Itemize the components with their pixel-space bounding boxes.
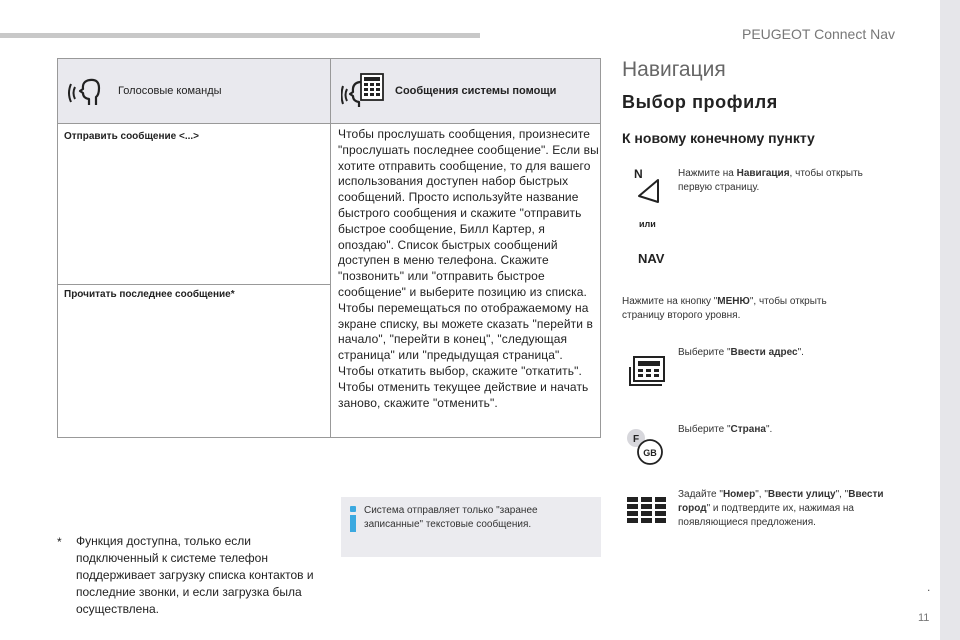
section-subtitle: Выбор профиля bbox=[622, 92, 778, 112]
flag-letter-bottom: GB bbox=[643, 448, 657, 458]
flag-letter-top: F bbox=[632, 434, 640, 445]
side-strip bbox=[940, 0, 960, 640]
step5-text: Задайте "Номер", "Ввести улицу", "Ввести город" и подтвердите их, нажимая на появляющиеся предложения. bbox=[678, 489, 884, 528]
table-column-divider bbox=[330, 59, 331, 437]
page-number: 11 bbox=[918, 612, 930, 624]
step3-text: Выберите "Ввести адрес". bbox=[678, 347, 804, 358]
footnote-text: Функция доступна, только если подключенный к системе телефон поддерживает загрузку списка контактов и последние звонки, и если загрузка была осуществлена. bbox=[76, 534, 314, 616]
step1-text: Нажмите на Навигация, чтобы открыть первую страницу. bbox=[678, 168, 863, 193]
top-rule bbox=[0, 33, 480, 38]
header-cell-voice-commands bbox=[68, 59, 328, 123]
or-label: или bbox=[639, 219, 656, 229]
svg-text:N: N bbox=[634, 167, 643, 181]
nav-button-label: NAV bbox=[638, 251, 665, 266]
command-send-message: Отправить сообщение <...> bbox=[64, 131, 199, 142]
address-entry-icon bbox=[628, 355, 666, 387]
header-cell-help-messages bbox=[341, 59, 599, 123]
page-marker: . bbox=[927, 580, 931, 594]
help-text: Чтобы прослушать сообщения, произнесите "прослушать последнее сообщение". Если вы хотите отправить сообщение, то для вашего использования доступен набор быстрых сообщений. Просто используйте название быстрого сообщения и скажите "отправить быстрое сообщение, Билл Картер, я опоздаю". Список быстрых сообщений доступен в меню телефона. Скажите "позвонить" или "отправить быстрое сообщение" и выберите позицию из списка. Чтобы перемещаться по отображаемому на экране списку, вы можете сказать "перейти в начало", "перейти в конец", "следующая страница" или "предыдущая страница". Чтобы откатить выбор, скажите "откатить". Чтобы отменить текущее действие и начать заново, скажите "отменить". bbox=[338, 127, 599, 410]
info-box bbox=[341, 497, 601, 557]
header-voice-commands-label: Голосовые команды bbox=[118, 85, 222, 97]
command-read-last-message: Прочитать последнее сообщение* bbox=[64, 289, 235, 300]
voice-screen-icon bbox=[341, 71, 385, 111]
info-icon bbox=[349, 506, 357, 532]
section-title: Навигация bbox=[622, 58, 726, 81]
voice-commands-table bbox=[57, 58, 601, 438]
keyboard-icon bbox=[627, 497, 667, 525]
navigation-arrow-icon bbox=[634, 166, 664, 208]
voice-head-icon bbox=[68, 73, 108, 109]
brand-title: PEUGEOT Connect Nav bbox=[742, 26, 896, 42]
footnote-marker: * bbox=[57, 535, 62, 549]
info-text: Система отправляет только "заранее записанные" текстовые сообщения. bbox=[364, 505, 538, 530]
header-help-messages-label: Сообщения системы помощи bbox=[395, 85, 557, 97]
section-heading: К новому конечному пункту bbox=[622, 130, 815, 146]
country-flag-icon bbox=[626, 428, 666, 468]
step2-text: Нажмите на кнопку "МЕНЮ", чтобы открыть страницу второго уровня. bbox=[622, 296, 827, 321]
step4-text: Выберите "Страна". bbox=[678, 424, 773, 435]
table-row-divider bbox=[58, 284, 330, 285]
